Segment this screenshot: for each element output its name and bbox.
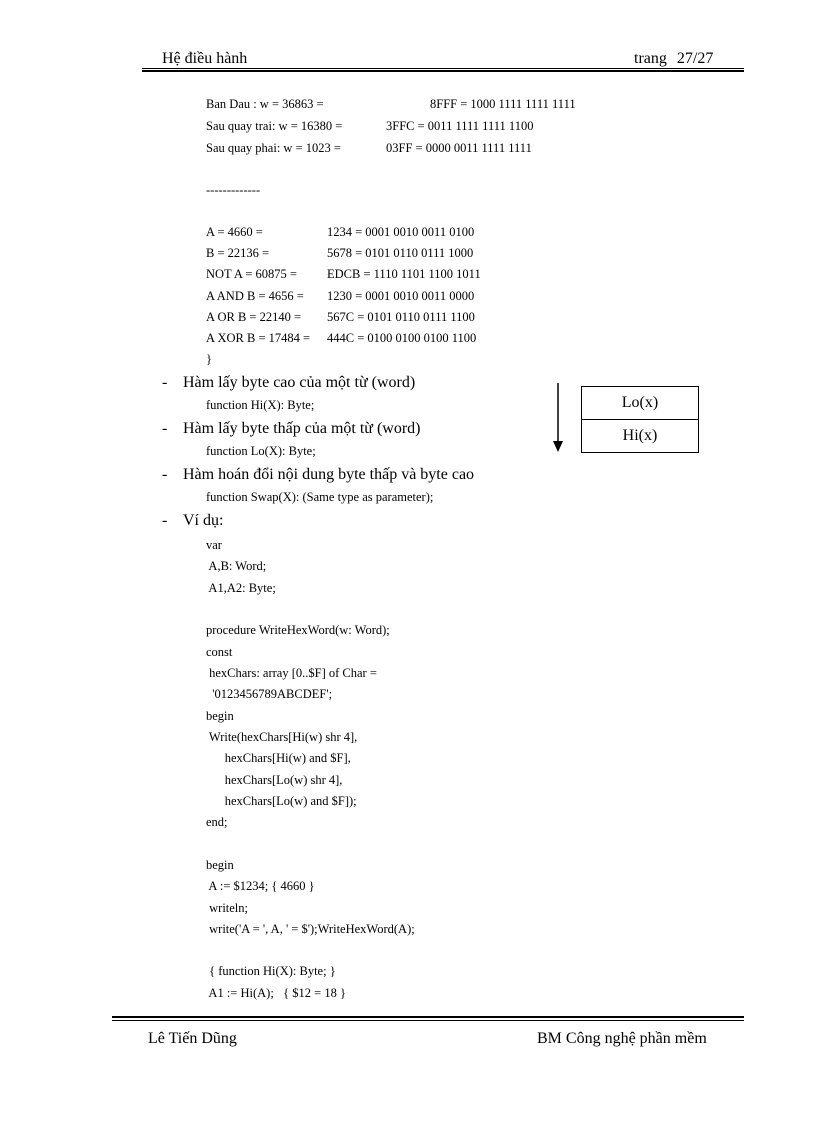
bullet-dash: - [162, 466, 168, 483]
code-line: write('A = ', A, ' = $');WriteHexWord(A); [206, 922, 415, 936]
diagram-hi-label: Hi(x) [622, 427, 658, 444]
code-line: A1 := Hi(A); { $12 = 18 } [206, 986, 346, 1000]
logic-value: 1230 = 0001 0010 0011 0000 [327, 289, 475, 303]
logic-value: 5678 = 0101 0110 0111 1000 [327, 246, 474, 260]
code-line: A1,A2: Byte; [206, 581, 276, 595]
logic-label: A XOR B = 17484 = [206, 331, 311, 345]
logic-label: NOT A = 60875 = [206, 267, 297, 281]
logic-label: A = 4660 = [206, 225, 263, 239]
code-line: A,B: Word; [206, 559, 267, 573]
logic-value: EDCB = 1110 1101 1100 1011 [327, 267, 481, 281]
header-rule [142, 68, 744, 72]
diagram-box-hi [581, 419, 699, 453]
footer-rule [112, 1016, 744, 1021]
logic-label: A OR B = 22140 = [206, 310, 302, 324]
bullet-dash: - [162, 420, 168, 437]
bullet-hi-code: function Hi(X): Byte; [206, 398, 315, 412]
code-line: writeln; [206, 901, 249, 915]
bullet-swap-text: Hàm hoán đổi nội dung byte thấp và byte cao [183, 466, 475, 483]
logic-label: B = 22136 = [206, 246, 270, 260]
down-arrow-icon [551, 383, 565, 453]
code-line: begin [206, 709, 234, 723]
code-line: A := $1234; { 4660 } [206, 879, 315, 893]
code-line: end; [206, 815, 228, 829]
code-line: var [206, 538, 222, 552]
bullet-dash: - [162, 374, 168, 391]
page-indicator [634, 50, 713, 68]
header-title: Hệ điều hành [162, 50, 248, 67]
rotation-value: 3FFC = 0011 1111 1111 1100 [386, 119, 534, 133]
code-line: begin [206, 858, 234, 872]
code-line: hexChars[Lo(w) shr 4], [206, 773, 343, 787]
code-line: hexChars: array [0..$F] of Char = [206, 666, 377, 680]
diagram-lo-label: Lo(x) [621, 394, 659, 411]
logic-value: 444C = 0100 0100 0100 1100 [327, 331, 477, 345]
footer-department: BM Công nghệ phần mềm [537, 1030, 707, 1047]
bullet-lo-code: function Lo(X): Byte; [206, 444, 316, 458]
diagram-box-lo [581, 386, 699, 420]
separator-line: ------------- [206, 183, 261, 197]
code-line: { function Hi(X): Byte; } [206, 964, 336, 978]
page-number: 27/27 [676, 50, 714, 67]
rotation-label: Ban Dau : w = 36863 = [206, 97, 324, 111]
close-brace: } [206, 352, 212, 366]
code-line: const [206, 645, 233, 659]
footer-author: Lê Tiến Dũng [148, 1030, 237, 1047]
logic-label: A AND B = 4656 = [206, 289, 304, 303]
bullet-dash: - [162, 512, 168, 529]
code-line: hexChars[Lo(w) and $F]); [206, 794, 357, 808]
logic-value: 1234 = 0001 0010 0011 0100 [327, 225, 475, 239]
code-line: hexChars[Hi(w) and $F], [206, 751, 351, 765]
bullet-swap-code: function Swap(X): (Same type as parameter); [206, 490, 434, 504]
code-line: '0123456789ABCDEF'; [206, 687, 333, 701]
rotation-value: 8FFF = 1000 1111 1111 1111 [430, 97, 576, 111]
bullet-example-text: Ví dụ: [183, 512, 224, 529]
bullet-lo-text: Hàm lấy byte thấp của một từ (word) [183, 420, 421, 437]
code-line: procedure WriteHexWord(w: Word); [206, 623, 390, 637]
page-label: trang [634, 50, 667, 67]
code-line: Write(hexChars[Hi(w) shr 4], [206, 730, 358, 744]
rotation-label: Sau quay trai: w = 16380 = [206, 119, 343, 133]
rotation-value: 03FF = 0000 0011 1111 1111 [386, 141, 532, 155]
logic-value: 567C = 0101 0110 0111 1100 [327, 310, 475, 324]
bullet-hi-text: Hàm lấy byte cao của một từ (word) [183, 374, 416, 391]
rotation-label: Sau quay phai: w = 1023 = [206, 141, 341, 155]
